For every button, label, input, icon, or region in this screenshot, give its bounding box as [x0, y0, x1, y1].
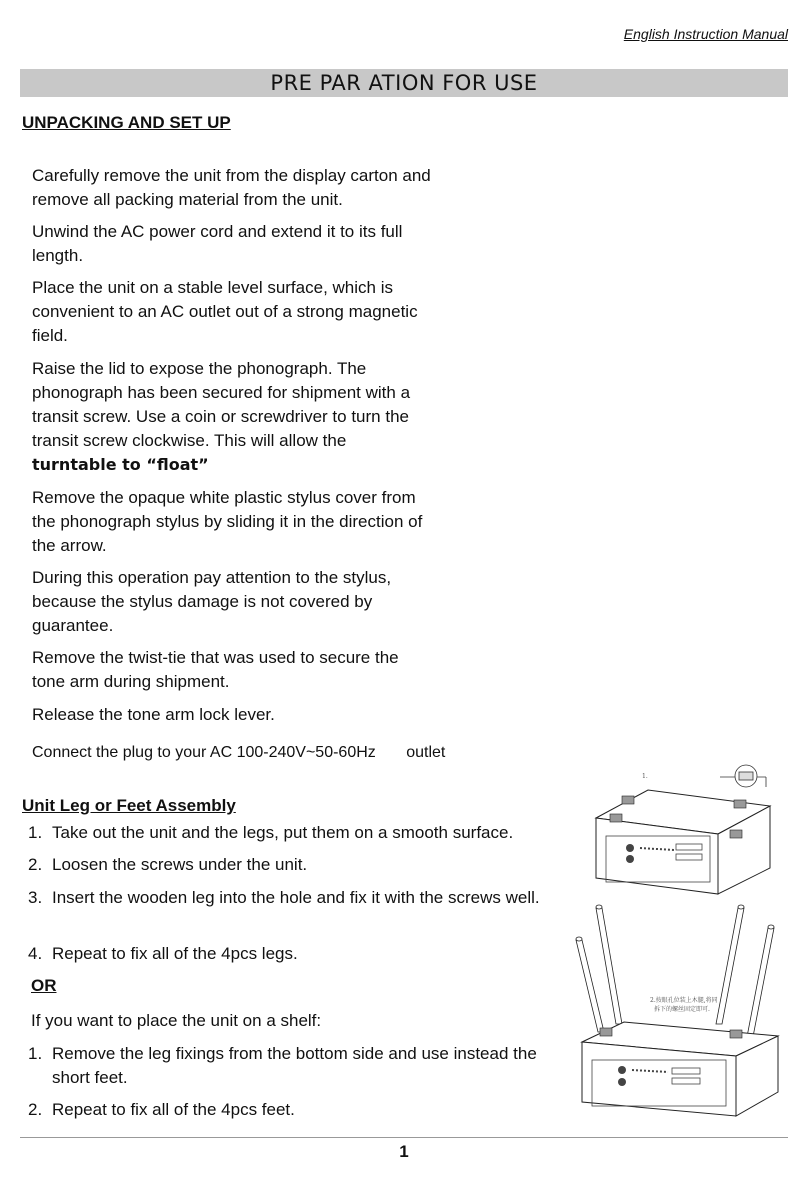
page-title: PRE PAR ATION FOR USE	[270, 71, 538, 95]
unpacking-paragraph-2: Unwind the AC power cord and extend it to its full length.	[32, 222, 403, 265]
connect-outlet-text: outlet	[406, 744, 446, 761]
footer-divider	[20, 1137, 788, 1138]
shelf-step-number: 1.	[28, 1044, 43, 1063]
page-title-bar	[20, 69, 788, 97]
or-label: OR	[31, 976, 57, 995]
upturned-unit-drawing	[596, 790, 770, 894]
assembly-step-text: Insert the wooden leg into the hole and fix it with the screws well.	[52, 888, 540, 907]
assembly-step	[28, 853, 548, 877]
unpacking-paragraph-3: Place the unit on a stable level surface, which is convenient to an AC outlet out of a strong magnetic field.	[32, 278, 418, 345]
assembly-step-number: 4.	[28, 944, 43, 963]
screw-detail-icon	[720, 765, 766, 787]
shelf-intro: If you want to place the unit on a shelf:	[31, 1011, 322, 1030]
unpacking-paragraph-4-float: turntable to “float”	[32, 455, 209, 474]
leg-assembly-illustration	[570, 760, 802, 1130]
connect-text: Connect the plug to your AC 100-240V~50-60Hz	[32, 744, 376, 761]
page-number: 1	[399, 1142, 409, 1161]
wooden-legs-drawing	[576, 905, 774, 1042]
unpacking-paragraph-1: Carefully remove the unit from the display carton and remove all packing material from the unit.	[32, 166, 431, 209]
illustration-step1-label: 1.	[642, 773, 648, 780]
assembly-step-number: 1.	[28, 823, 43, 842]
unpacking-paragraph-7: Remove the twist-tie that was used to secure the tone arm during shipment.	[32, 648, 399, 691]
shelf-step	[28, 1042, 548, 1090]
assembly-step-text: Take out the unit and the legs, put them on a smooth surface.	[52, 823, 514, 842]
assembly-step-text: Loosen the screws under the unit.	[52, 855, 308, 874]
shelf-step-text: Remove the leg fixings from the bottom side and use instead the short feet.	[52, 1044, 537, 1087]
assembly-step	[28, 942, 548, 966]
unpacking-paragraph-8: Release the tone arm lock lever.	[32, 705, 275, 724]
unpacking-paragraph-4: Raise the lid to expose the phonograph. The phonograph has been secured for shipment with a transit screw. Use a coin or screwdriver to turn the transit screw clockwise. This will allow the	[32, 359, 411, 450]
assembly-step	[28, 886, 548, 910]
unpacking-heading: UNPACKING AND SET UP	[22, 113, 231, 132]
manual-language-label: English Instruction Manual	[623, 26, 788, 42]
unpacking-paragraph-5: Remove the opaque white plastic stylus cover from the phonograph stylus by sliding it in the direction of the arrow.	[32, 488, 423, 555]
shelf-step-text: Repeat to fix all of the 4pcs feet.	[52, 1100, 295, 1119]
assembly-heading: Unit Leg or Feet Assembly	[22, 796, 236, 815]
assembled-unit-drawing	[582, 1022, 778, 1116]
shelf-step-number: 2.	[28, 1100, 43, 1119]
unpacking-paragraph-6: During this operation pay attention to the stylus, because the stylus damage is not covered by guarantee.	[32, 568, 392, 635]
illustration-step2-label-line2: 拆下的螺丝固定即可.	[654, 1006, 710, 1013]
assembly-step-number: 2.	[28, 855, 43, 874]
assembly-step-text: Repeat to fix all of the 4pcs legs.	[52, 944, 298, 963]
connect-instruction	[32, 744, 445, 762]
assembly-step	[28, 821, 548, 845]
assembly-step-number: 3.	[28, 888, 43, 907]
shelf-step	[28, 1098, 548, 1122]
illustration-step2-label: 2.按眼孔位装上木腿,将同	[650, 997, 718, 1004]
